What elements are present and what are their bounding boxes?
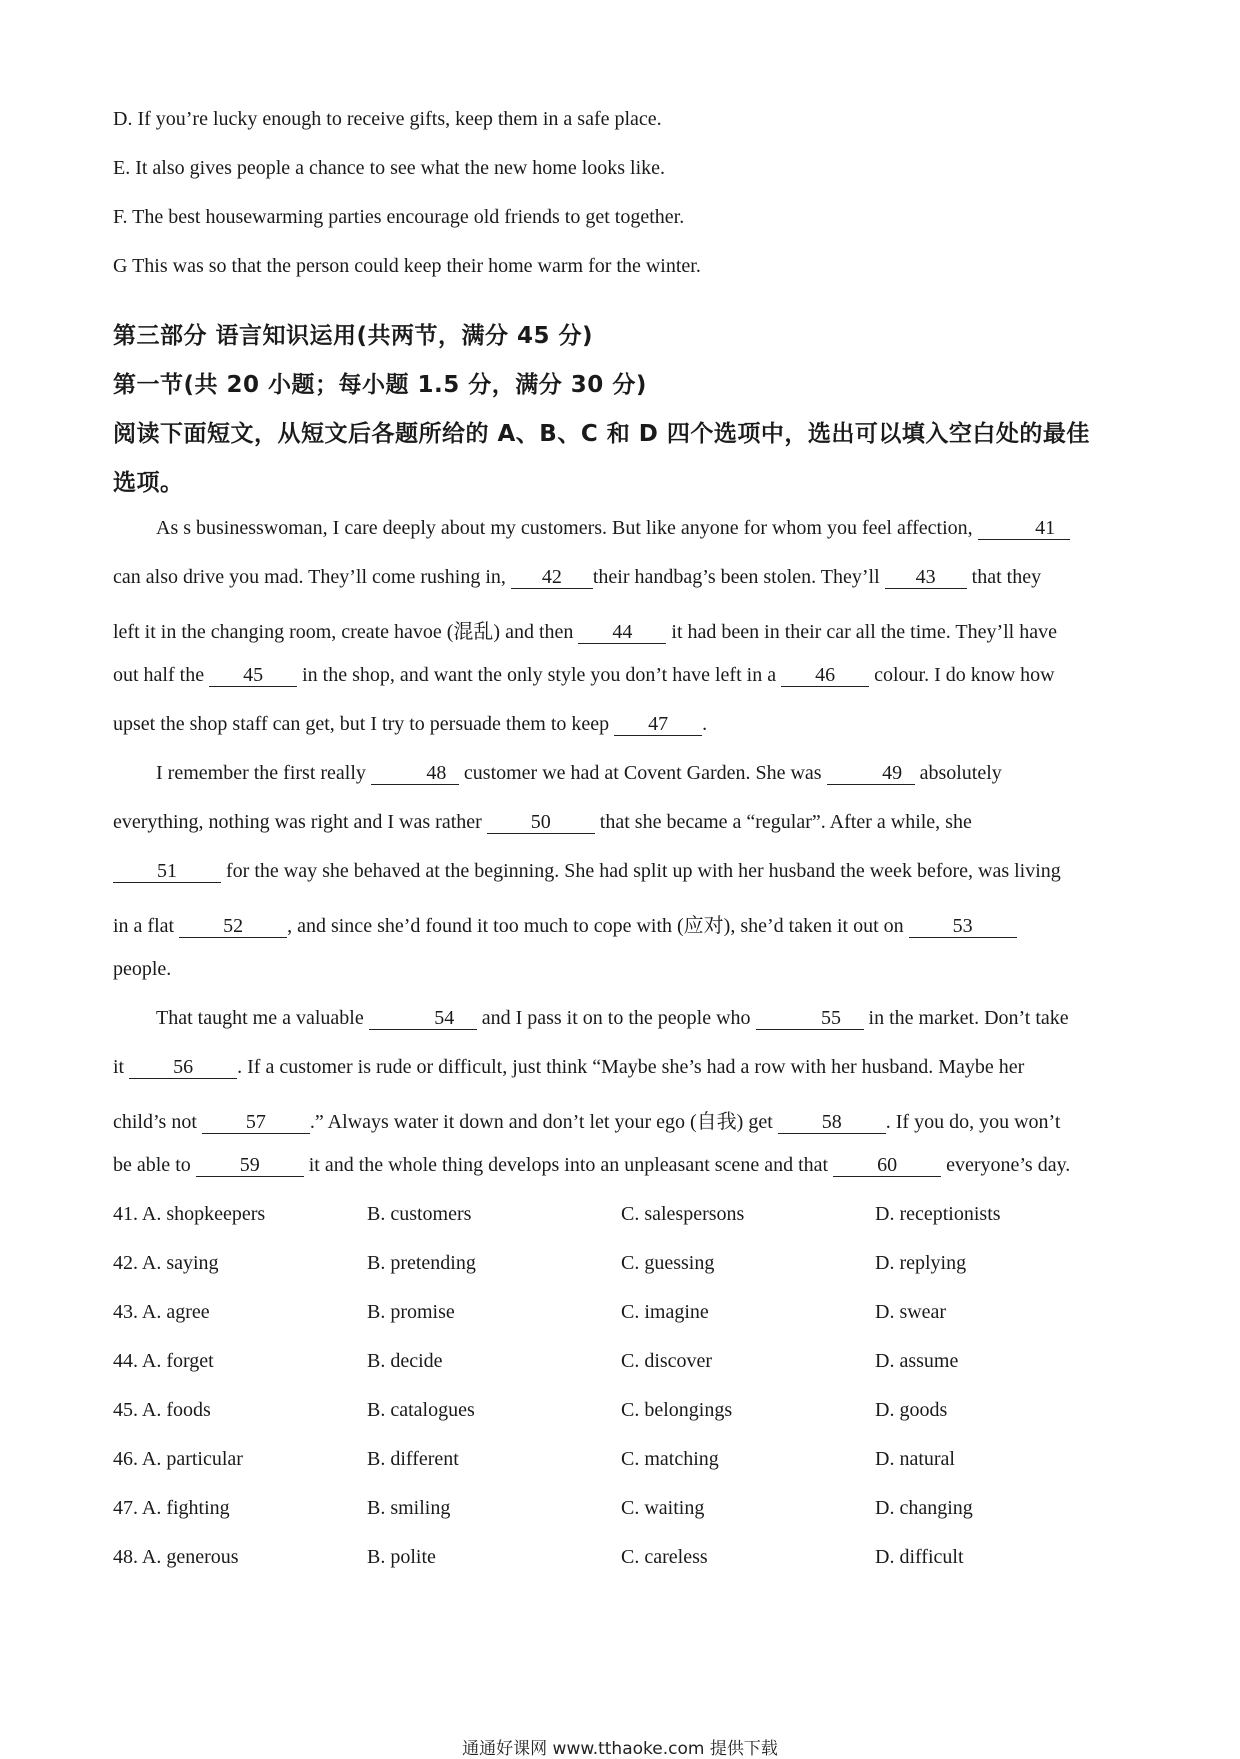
option-b: B. smiling [367, 1497, 451, 1519]
passage-line [113, 1105, 1133, 1134]
blank-44: 44 [578, 621, 666, 644]
passage-text: it and the whole thing develops into an unpleasant scene and that [303, 1154, 834, 1176]
passage-text: can also drive you mad. They’ll come rushing in, [113, 566, 511, 588]
passage-line [113, 664, 1133, 687]
question-46 [113, 1448, 1133, 1476]
passage-text: . [702, 713, 708, 735]
passage-text: left it in the changing room, create havoe (混乱) and then [113, 621, 579, 643]
question-45 [113, 1399, 1133, 1427]
option-c: C. careless [621, 1546, 708, 1568]
passage-text: it [113, 1056, 130, 1078]
option-a: 42. A. saying [113, 1252, 219, 1274]
blank-58: 58 [778, 1111, 886, 1134]
blank-46: 46 [781, 664, 869, 687]
passage-line [113, 958, 1133, 981]
passage-line [113, 860, 1133, 883]
option-a: 43. A. agree [113, 1301, 210, 1323]
passage-text: in a flat [113, 915, 180, 937]
question-48 [113, 1546, 1133, 1574]
option-c: C. matching [621, 1448, 719, 1470]
passage-text: colour. I do know how [869, 664, 1055, 686]
question-43 [113, 1301, 1133, 1329]
option-d: D. changing [875, 1497, 973, 1519]
passage-text: upset the shop staff can get, but I try to persuade them to keep [113, 713, 615, 735]
option-c: C. belongings [621, 1399, 733, 1421]
blank-50: 50 [487, 811, 595, 834]
passage-line [113, 1154, 1133, 1177]
passage-text: in the market. Don’t take [863, 1007, 1069, 1029]
passage-text: everything, nothing was right and I was rather [113, 811, 487, 833]
prev-option-g: G This was so that the person could keep their home warm for the winter. [113, 255, 701, 277]
option-d: D. replying [875, 1252, 967, 1274]
blank-49: 49 [827, 762, 915, 785]
passage-text: I remember the first really [156, 762, 371, 784]
option-b: B. different [367, 1448, 459, 1470]
option-b: B. promise [367, 1301, 455, 1323]
question-42 [113, 1252, 1133, 1280]
passage-text: and I pass it on to the people who [476, 1007, 756, 1029]
question-44 [113, 1350, 1133, 1378]
option-a: 41. A. shopkeepers [113, 1203, 266, 1225]
prev-option-f: F. The best housewarming parties encourage old friends to get together. [113, 206, 685, 228]
passage-text: .” Always water it down and don’t let your ego (自我) get [309, 1111, 778, 1133]
option-b: B. decide [367, 1350, 443, 1372]
option-b: B. pretending [367, 1252, 476, 1274]
option-d: D. receptionists [875, 1203, 1001, 1225]
passage-text: their handbag’s been stolen. They’ll [592, 566, 885, 588]
option-b: B. catalogues [367, 1399, 475, 1421]
passage-line [113, 1056, 1133, 1079]
passage-line [113, 811, 1133, 834]
option-a: 46. A. particular [113, 1448, 243, 1470]
passage-text: it had been in their car all the time. They’ll have [666, 621, 1057, 643]
passage-text: . If a customer is rude or difficult, just think “Maybe she’s had a row with her husband. Maybe her [237, 1056, 1025, 1078]
passage-text: be able to [113, 1154, 196, 1176]
option-d: D. assume [875, 1350, 959, 1372]
option-a: 45. A. foods [113, 1399, 211, 1421]
prev-option-d: D. If you’re lucky enough to receive gifts, keep them in a safe place. [113, 108, 662, 130]
option-a: 47. A. fighting [113, 1497, 230, 1519]
blank-42: 42 [511, 566, 593, 589]
instruction-line-2: 选项。 [113, 470, 184, 496]
blank-59: 59 [196, 1154, 304, 1177]
blank-52: 52 [179, 915, 287, 938]
option-d: D. difficult [875, 1546, 964, 1568]
passage-text: As s businesswoman, I care deeply about my customers. But like anyone for whom you feel affection, [156, 517, 978, 539]
option-c: C. imagine [621, 1301, 709, 1323]
blank-45: 45 [209, 664, 297, 687]
option-b: B. polite [367, 1546, 436, 1568]
prev-option-e: E. It also gives people a chance to see what the new home looks like. [113, 157, 666, 179]
passage-text: for the way she behaved at the beginning. She had split up with her husband the week before, was living [221, 860, 1061, 882]
option-d: D. natural [875, 1448, 955, 1470]
passage-line [113, 566, 1133, 589]
option-c: C. discover [621, 1350, 713, 1372]
option-a: 44. A. forget [113, 1350, 214, 1372]
passage-text: child’s not [113, 1111, 202, 1133]
instruction-line-1: 阅读下面短文，从短文后各题所给的 A、B、C 和 D 四个选项中，选出可以填入空白处的最佳 [113, 421, 1090, 447]
page-footer: 通通好课网 www.tthaoke.com 提供下载 [462, 1739, 778, 1759]
option-d: D. swear [875, 1301, 947, 1323]
option-c: C. guessing [621, 1252, 715, 1274]
passage-line [113, 762, 1133, 785]
blank-48: 48 [371, 762, 459, 785]
option-c: C. waiting [621, 1497, 705, 1519]
passage-line [113, 517, 1133, 540]
passage-line [113, 713, 1133, 736]
blank-53: 53 [909, 915, 1017, 938]
part-title: 第三部分 语言知识运用(共两节，满分 45 分) [113, 323, 594, 349]
passage-text: customer we had at Covent Garden. She was [458, 762, 827, 784]
section-title: 第一节(共 20 小题；每小题 1.5 分，满分 30 分) [113, 372, 647, 398]
blank-51: 51 [113, 860, 221, 883]
passage-text: That taught me a valuable [156, 1007, 369, 1029]
passage-text: that she became a “regular”. After a while, she [594, 811, 972, 833]
passage-text: people. [113, 958, 172, 980]
passage-text: that they [966, 566, 1042, 588]
blank-55: 55 [756, 1007, 864, 1030]
passage-line [113, 909, 1133, 938]
passage-text: everyone’s day. [941, 1154, 1071, 1176]
passage-line [113, 1007, 1133, 1030]
blank-47: 47 [614, 713, 702, 736]
option-d: D. goods [875, 1399, 948, 1421]
option-c: C. salespersons [621, 1203, 745, 1225]
passage-text: in the shop, and want the only style you don’t have left in a [297, 664, 782, 686]
passage-text: . If you do, you won’t [885, 1111, 1061, 1133]
passage-line [113, 615, 1133, 644]
blank-54: 54 [369, 1007, 477, 1030]
blank-56: 56 [129, 1056, 237, 1079]
blank-41: 41 [978, 517, 1070, 540]
question-41 [113, 1203, 1133, 1231]
option-b: B. customers [367, 1203, 472, 1225]
passage-text: out half the [113, 664, 210, 686]
question-47 [113, 1497, 1133, 1525]
blank-43: 43 [885, 566, 967, 589]
option-a: 48. A. generous [113, 1546, 239, 1568]
blank-60: 60 [833, 1154, 941, 1177]
passage-text: absolutely [914, 762, 1002, 784]
passage-text: , and since she’d found it too much to cope with (应对), she’d taken it out on [287, 915, 909, 937]
blank-57: 57 [202, 1111, 310, 1134]
